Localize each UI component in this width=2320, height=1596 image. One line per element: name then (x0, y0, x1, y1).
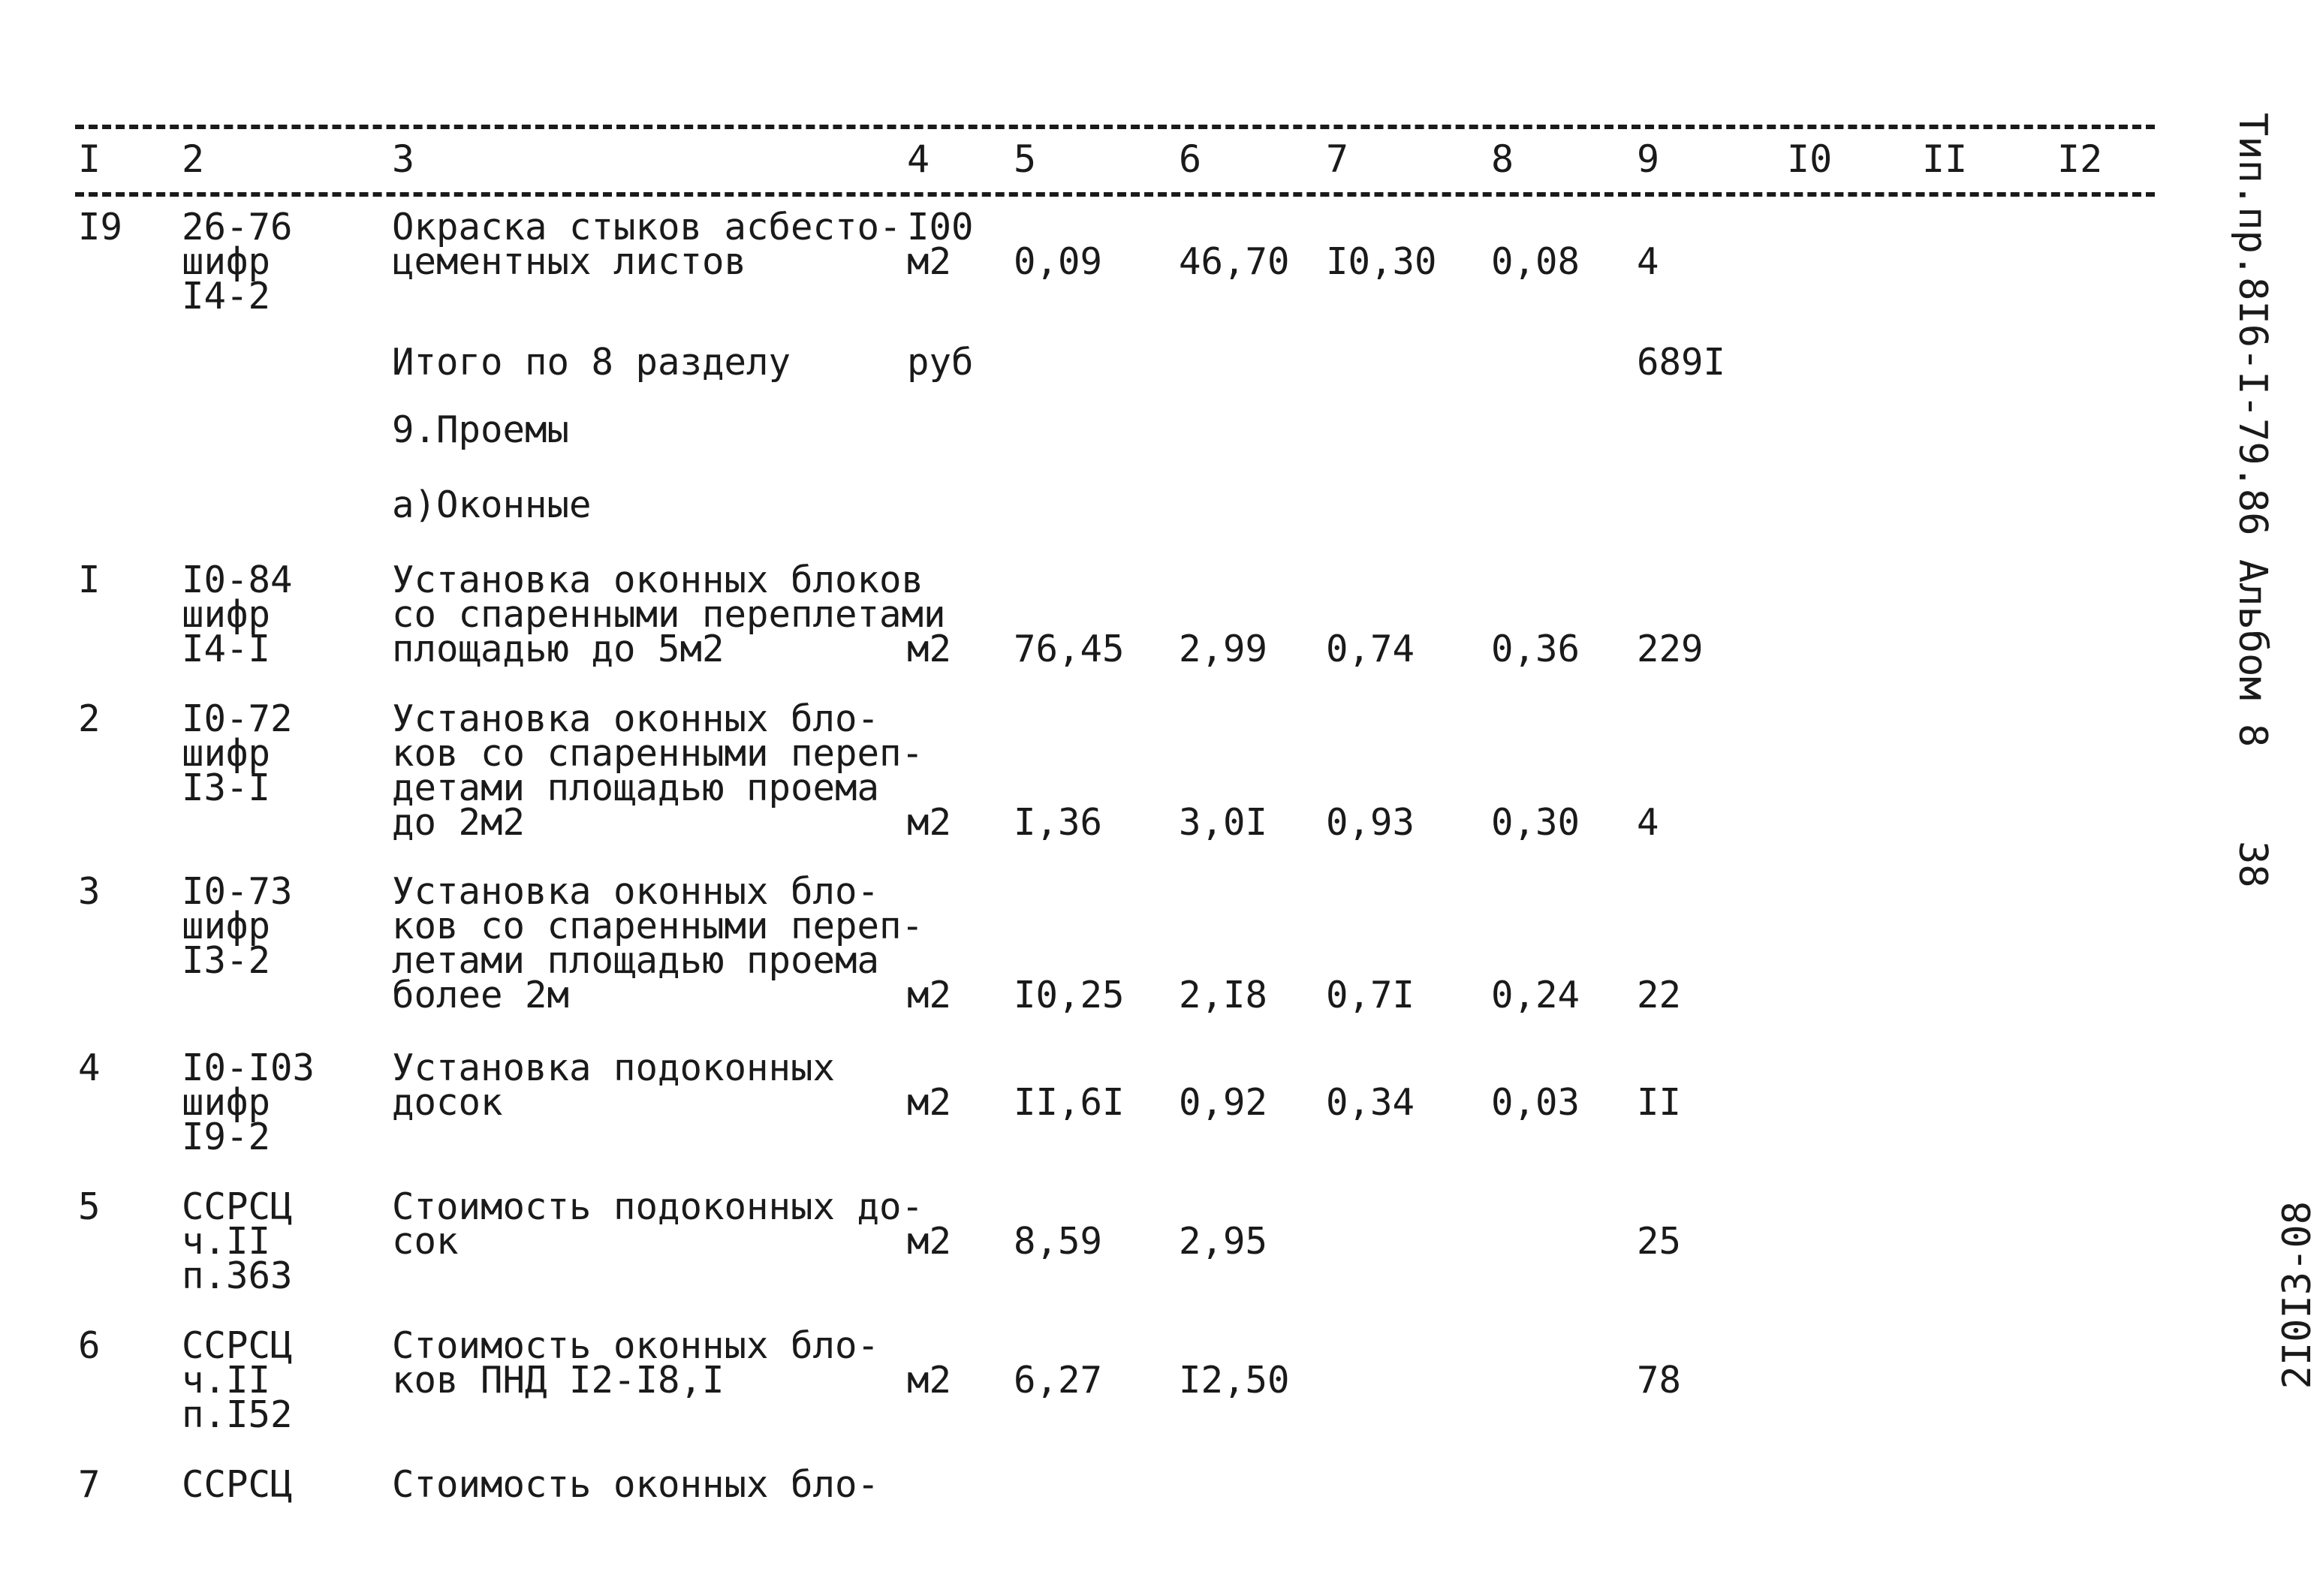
cell-col-6: 46,70 (1179, 240, 1290, 283)
cell-col-9: 4 (1637, 240, 1659, 283)
column-header-10: I0 (1787, 137, 1833, 181)
cell-col-5: I,36 (1014, 801, 1103, 844)
cell-col-1: I9 (78, 206, 123, 248)
cell-col-5: I0,25 (1014, 974, 1125, 1016)
cell-col-5: II,6I (1014, 1081, 1125, 1124)
cell-col-7: I0,30 (1326, 240, 1437, 283)
cell-col-8: 0,36 (1491, 628, 1580, 670)
header-bottom-rule (75, 192, 2155, 197)
cell-col-2: ССРСЦ ч.II п.I52 (182, 1324, 293, 1436)
cell-col-6: 2,99 (1179, 628, 1268, 670)
cell-col-1: I (78, 559, 101, 601)
cell-col-8: 0,03 (1491, 1081, 1580, 1124)
cell-col-4: м2 (907, 1220, 952, 1263)
cell-col-7: 0,74 (1326, 628, 1415, 670)
cell-col-2: I0-I03 шифр I9-2 (182, 1046, 315, 1158)
cell-col-2: 26-76 шифр I4-2 (182, 206, 293, 318)
cell-col-3: 9.Проемы (392, 408, 570, 451)
cell-col-2: I0-72 шифр I3-I (182, 697, 293, 809)
cell-col-4: I00 м2 (907, 206, 974, 283)
column-header-9: 9 (1637, 137, 1660, 181)
cell-col-7: 0,93 (1326, 801, 1415, 844)
cell-col-5: 76,45 (1014, 628, 1125, 670)
cell-col-1: 4 (78, 1046, 101, 1089)
cell-col-6: 2,I8 (1179, 974, 1268, 1016)
cell-col-7: 0,34 (1326, 1081, 1415, 1124)
cell-col-3: Итого по 8 разделу (392, 341, 791, 384)
cell-col-6: 3,0I (1179, 801, 1268, 844)
cell-col-7: 0,7I (1326, 974, 1415, 1016)
cell-col-3: а)Оконные (392, 483, 592, 526)
cell-col-6: 2,95 (1179, 1220, 1268, 1263)
cell-col-5: 6,27 (1014, 1359, 1103, 1402)
cell-col-9: 22 (1637, 974, 1682, 1016)
cell-col-4: м2 (907, 628, 952, 670)
cell-col-3: Стоимость подоконных до- сок (392, 1185, 924, 1263)
cell-col-9: 4 (1637, 801, 1659, 844)
cell-col-1: 5 (78, 1185, 101, 1228)
cell-col-8: 0,08 (1491, 240, 1580, 283)
cell-col-2: I0-84 шифр I4-I (182, 559, 293, 670)
cell-col-4: м2 (907, 1359, 952, 1402)
cell-col-6: I2,50 (1179, 1359, 1290, 1402)
cell-col-2: ССРСЦ (182, 1463, 293, 1506)
cell-col-3: Стоимость оконных бло- ков ПНД I2-I8,I (392, 1324, 880, 1402)
column-header-8: 8 (1491, 137, 1514, 181)
cell-col-1: 6 (78, 1324, 101, 1367)
margin-document-code: 2I0I3-08 (2275, 1201, 2320, 1390)
cell-col-1: 7 (78, 1463, 101, 1506)
cell-col-3: Установка оконных блоков со спаренными переплетами площадью до 5м2 (392, 559, 946, 670)
cell-col-4: м2 (907, 801, 952, 844)
cell-col-8: 0,24 (1491, 974, 1580, 1016)
cell-col-1: 2 (78, 697, 101, 740)
cell-col-6: 0,92 (1179, 1081, 1268, 1124)
cell-col-5: 0,09 (1014, 240, 1103, 283)
header-top-rule (75, 125, 2155, 129)
cell-col-3: Стоимость оконных бло- (392, 1463, 880, 1506)
column-header-6: 6 (1179, 137, 1202, 181)
column-header-4: 4 (907, 137, 930, 181)
cell-col-3: Установка оконных бло- ков со спаренными переп- летами площадью проема более 2м (392, 870, 924, 1016)
margin-page-number: 38 (2230, 841, 2275, 888)
column-header-12: I2 (2057, 137, 2103, 181)
cell-col-9: 78 (1637, 1359, 1682, 1402)
column-header-11: II (1922, 137, 1968, 181)
column-header-2: 2 (182, 137, 205, 181)
cell-col-3: Установка оконных бло- ков со спаренными переп- детами площадью проема до 2м2 (392, 697, 924, 844)
cell-col-4: м2 (907, 1081, 952, 1124)
cell-col-9: 689I (1637, 341, 1726, 384)
cell-col-3: Установка подоконных досок (392, 1046, 836, 1124)
cell-col-9: 25 (1637, 1220, 1682, 1263)
cell-col-4: руб (907, 341, 974, 384)
cell-col-3: Окраска стыков асбесто- цементных листов (392, 206, 902, 283)
cell-col-4: м2 (907, 974, 952, 1016)
column-header-7: 7 (1326, 137, 1349, 181)
cell-col-9: II (1637, 1081, 1682, 1124)
column-header-3: 3 (392, 137, 415, 181)
margin-project-label: Тип.пр.8I6-I-79.86 Альбом 8 (2230, 113, 2275, 748)
cell-col-5: 8,59 (1014, 1220, 1103, 1263)
cell-col-9: 229 (1637, 628, 1704, 670)
column-header-5: 5 (1014, 137, 1037, 181)
cell-col-2: I0-73 шифр I3-2 (182, 870, 293, 982)
cell-col-2: ССРСЦ ч.II п.363 (182, 1185, 293, 1297)
column-header-1: I (78, 137, 101, 181)
cell-col-1: 3 (78, 870, 101, 913)
cell-col-8: 0,30 (1491, 801, 1580, 844)
